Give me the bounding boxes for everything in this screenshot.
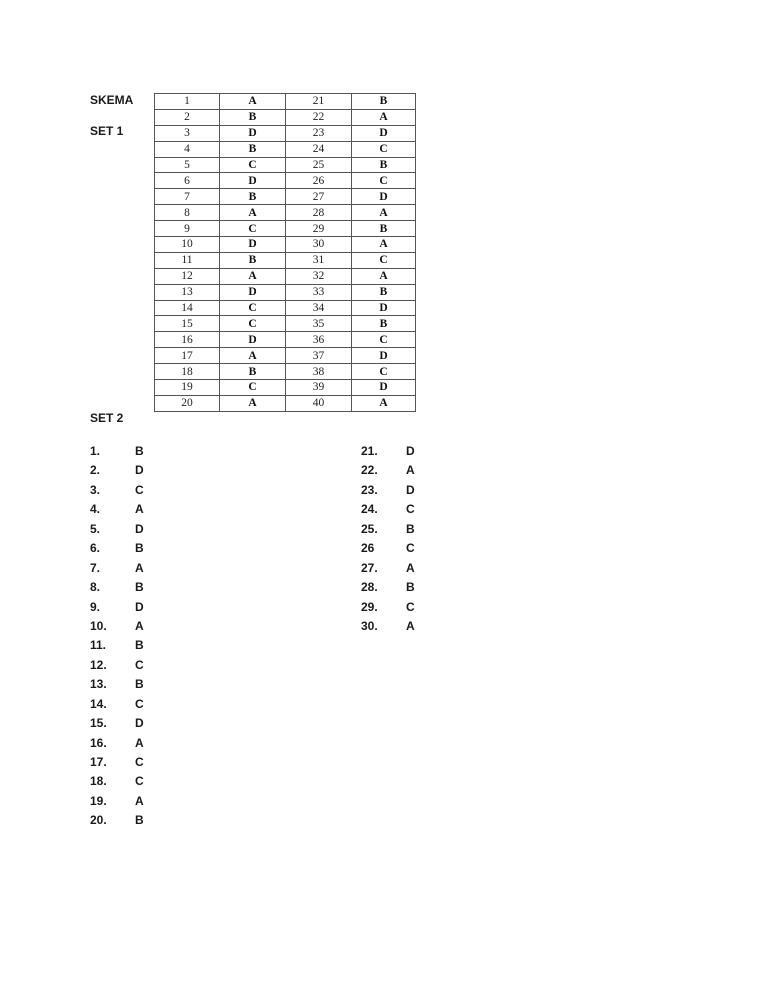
question-number: 5.: [90, 521, 101, 536]
answer-cell: B: [220, 189, 286, 205]
list-item: [90, 501, 144, 520]
question-number: 30.: [361, 618, 378, 633]
answer-cell: C: [352, 332, 416, 348]
answer-cell: B: [352, 157, 416, 173]
answer-letter: C: [135, 657, 144, 672]
question-number-cell: 36: [286, 332, 352, 348]
list-item: [361, 482, 415, 501]
question-number-cell: 11: [155, 252, 220, 268]
question-number-cell: 31: [286, 252, 352, 268]
answer-letter: A: [135, 560, 144, 575]
list-item: [90, 599, 144, 618]
answer-cell: A: [220, 268, 286, 284]
question-number: 8.: [90, 580, 101, 595]
question-number: 12.: [90, 657, 107, 672]
list-item: [361, 579, 415, 598]
question-number: 10.: [90, 618, 107, 633]
table-row: [155, 395, 416, 411]
question-number-cell: 10: [155, 237, 220, 253]
answer-letter: B: [135, 580, 144, 595]
question-number-cell: 7: [155, 189, 220, 205]
list-item: [361, 618, 415, 637]
answer-cell: D: [352, 189, 416, 205]
list-item: [90, 735, 144, 754]
answer-letter: B: [135, 444, 144, 458]
question-number-cell: 26: [286, 173, 352, 189]
table-row: [155, 348, 416, 364]
question-number: 4.: [90, 502, 101, 517]
question-number: 15.: [90, 716, 107, 731]
question-number-cell: 3: [155, 125, 220, 141]
question-number-cell: 9: [155, 221, 220, 237]
answer-cell: B: [220, 109, 286, 125]
table-row: [155, 364, 416, 380]
question-number: 23.: [361, 482, 378, 497]
answer-letter: C: [406, 541, 415, 556]
answer-cell: C: [352, 252, 416, 268]
table-row: [155, 268, 416, 284]
answer-letter: A: [135, 502, 144, 517]
answer-cell: C: [352, 364, 416, 380]
answer-letter: B: [135, 813, 144, 828]
list-item: [90, 657, 144, 676]
question-number: 25.: [361, 521, 378, 536]
answer-cell: C: [220, 316, 286, 332]
list-item: [90, 540, 144, 559]
answer-letter: D: [135, 463, 144, 478]
question-number: 24.: [361, 502, 378, 517]
answer-cell: A: [220, 205, 286, 221]
question-number: 11.: [90, 638, 107, 653]
set2-list-right: [361, 443, 415, 637]
question-number-cell: 32: [286, 268, 352, 284]
answer-cell: A: [352, 205, 416, 221]
question-number: 21.: [361, 444, 378, 458]
set2-list-left: [90, 443, 144, 832]
question-number-cell: 6: [155, 173, 220, 189]
answer-letter: C: [135, 755, 144, 769]
question-number-cell: 12: [155, 268, 220, 284]
question-number-cell: 40: [286, 395, 352, 411]
answer-letter: A: [406, 618, 415, 633]
list-item: [361, 462, 415, 481]
answer-cell: A: [352, 109, 416, 125]
question-number: 2.: [90, 463, 101, 478]
question-number: 28.: [361, 580, 378, 595]
list-item: [90, 793, 144, 812]
table-row: [155, 332, 416, 348]
table-row: [155, 189, 416, 205]
table-row: [155, 221, 416, 237]
question-number-cell: 1: [155, 94, 220, 110]
list-item: [90, 560, 144, 579]
question-number-cell: 16: [155, 332, 220, 348]
answer-cell: B: [352, 221, 416, 237]
question-number-cell: 35: [286, 316, 352, 332]
answer-cell: C: [220, 157, 286, 173]
answer-cell: B: [220, 252, 286, 268]
table-row: [155, 252, 416, 268]
question-number-cell: 38: [286, 364, 352, 380]
question-number-cell: 19: [155, 380, 220, 396]
question-number-cell: 28: [286, 205, 352, 221]
question-number: 22.: [361, 463, 378, 478]
question-number-cell: 37: [286, 348, 352, 364]
question-number-cell: 29: [286, 221, 352, 237]
answer-cell: B: [352, 94, 416, 110]
question-number: 26: [361, 541, 375, 556]
question-number: 3.: [90, 482, 101, 497]
answer-letter: C: [135, 774, 144, 789]
table-row: [155, 316, 416, 332]
list-item: [90, 715, 144, 734]
question-number-cell: 20: [155, 395, 220, 411]
question-number-cell: 24: [286, 141, 352, 157]
table-row: [155, 173, 416, 189]
question-number-cell: 17: [155, 348, 220, 364]
question-number-cell: 27: [286, 189, 352, 205]
set1-heading: SET 1: [90, 124, 124, 138]
table-row: [155, 141, 416, 157]
list-item: [90, 637, 144, 656]
list-item: [90, 676, 144, 695]
question-number-cell: 2: [155, 109, 220, 125]
table-row: [155, 300, 416, 316]
list-item: [361, 540, 415, 559]
table-row: [155, 157, 416, 173]
list-item: [361, 599, 415, 618]
question-number: 20.: [90, 813, 107, 828]
question-number: 1.: [90, 444, 101, 458]
answer-letter: C: [406, 599, 415, 614]
table-row: [155, 284, 416, 300]
table-row: [155, 237, 416, 253]
table-row: [155, 380, 416, 396]
answer-letter: A: [406, 560, 415, 575]
set2-heading: SET 2: [90, 411, 124, 425]
list-item: [90, 812, 144, 831]
question-number: 27.: [361, 560, 378, 575]
answer-letter: B: [406, 580, 415, 595]
answer-letter: B: [135, 638, 144, 653]
list-item: [90, 754, 144, 773]
answer-letter: C: [406, 502, 415, 517]
list-item: [90, 443, 144, 462]
answer-cell: A: [352, 395, 416, 411]
answer-letter: B: [135, 677, 144, 692]
question-number: 17.: [90, 755, 107, 769]
table-row: [155, 94, 416, 110]
answer-cell: D: [220, 237, 286, 253]
question-number-cell: 33: [286, 284, 352, 300]
question-number-cell: 21: [286, 94, 352, 110]
list-item: [90, 482, 144, 501]
question-number: 7.: [90, 560, 101, 575]
question-number-cell: 18: [155, 364, 220, 380]
table-row: [155, 109, 416, 125]
answer-cell: A: [220, 348, 286, 364]
question-number: 9.: [90, 599, 101, 614]
answer-letter: D: [135, 716, 144, 731]
question-number-cell: 8: [155, 205, 220, 221]
list-item: [90, 773, 144, 792]
answer-cell: C: [220, 380, 286, 396]
question-number: 14.: [90, 696, 107, 711]
answer-letter: B: [406, 521, 415, 536]
question-number: 13.: [90, 677, 107, 692]
answer-cell: D: [352, 348, 416, 364]
answer-cell: B: [352, 316, 416, 332]
answer-cell: D: [220, 173, 286, 189]
list-item: [361, 521, 415, 540]
answer-letter: D: [406, 444, 415, 458]
answer-cell: B: [352, 284, 416, 300]
question-number: 6.: [90, 541, 101, 556]
answer-cell: A: [352, 268, 416, 284]
answer-letter: A: [135, 793, 144, 808]
answer-letter: D: [135, 599, 144, 614]
table-row: [155, 205, 416, 221]
answer-cell: A: [220, 94, 286, 110]
list-item: [361, 560, 415, 579]
answer-cell: C: [220, 300, 286, 316]
list-item: [90, 579, 144, 598]
table-row: [155, 125, 416, 141]
list-item: [90, 521, 144, 540]
answer-cell: C: [220, 221, 286, 237]
list-item: [90, 618, 144, 637]
answer-cell: A: [352, 237, 416, 253]
list-item: [90, 696, 144, 715]
question-number-cell: 15: [155, 316, 220, 332]
answer-letter: C: [135, 696, 144, 711]
list-item: [361, 443, 415, 462]
answer-letter: B: [135, 541, 144, 556]
question-number: 29.: [361, 599, 378, 614]
answer-letter: A: [135, 735, 144, 750]
question-number-cell: 34: [286, 300, 352, 316]
answer-cell: D: [352, 380, 416, 396]
question-number-cell: 39: [286, 380, 352, 396]
answer-letter: A: [135, 618, 144, 633]
question-number-cell: 22: [286, 109, 352, 125]
question-number: 18.: [90, 774, 107, 789]
question-number-cell: 4: [155, 141, 220, 157]
answer-letter: D: [406, 482, 415, 497]
set1-answer-table: [154, 93, 416, 412]
question-number-cell: 13: [155, 284, 220, 300]
answer-cell: B: [220, 364, 286, 380]
skema-heading: SKEMA: [90, 93, 134, 107]
answer-letter: A: [406, 463, 415, 478]
question-number-cell: 14: [155, 300, 220, 316]
answer-cell: D: [352, 125, 416, 141]
answer-letter: C: [135, 482, 144, 497]
answer-cell: A: [220, 395, 286, 411]
question-number: 19.: [90, 793, 107, 808]
answer-cell: C: [352, 173, 416, 189]
question-number-cell: 5: [155, 157, 220, 173]
question-number-cell: 25: [286, 157, 352, 173]
question-number: 16.: [90, 735, 107, 750]
list-item: [90, 462, 144, 481]
answer-cell: D: [220, 284, 286, 300]
answer-letter: D: [135, 521, 144, 536]
answer-cell: B: [220, 141, 286, 157]
question-number-cell: 30: [286, 237, 352, 253]
question-number-cell: 23: [286, 125, 352, 141]
answer-cell: C: [352, 141, 416, 157]
answer-cell: D: [220, 332, 286, 348]
answer-cell: D: [220, 125, 286, 141]
answer-cell: D: [352, 300, 416, 316]
list-item: [361, 501, 415, 520]
